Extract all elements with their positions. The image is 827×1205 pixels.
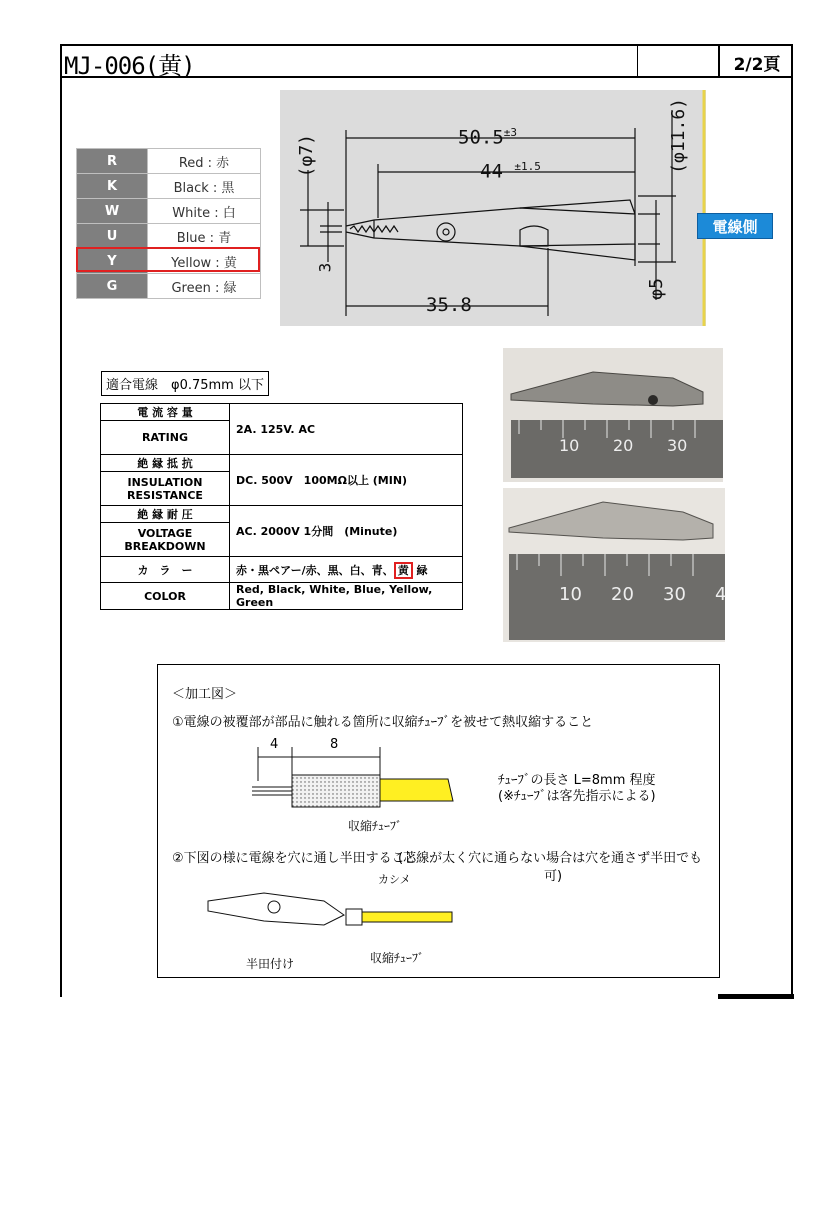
ruler-tick: 20: [611, 584, 634, 605]
tube-drawing: [248, 741, 458, 811]
tube-label-2: 収縮ﾁｭｰﾌﾞ: [370, 951, 425, 965]
color-values-end: 緑: [416, 563, 428, 577]
color-name: Blue : 青: [148, 224, 261, 249]
dim3-label: 3: [315, 262, 335, 273]
color-code: R: [77, 149, 148, 174]
bottom-bar: [718, 994, 794, 999]
voltage-value: AC. 2000V 1分間 (Minute): [230, 506, 463, 557]
insulation-en1: INSULATION: [127, 475, 203, 489]
solder-label: 半田付け: [246, 957, 295, 971]
length-mid: 44: [480, 160, 503, 183]
process-step2: ②下図の様に電線を穴に通し半田すること: [172, 851, 418, 866]
color-code: W: [77, 199, 148, 224]
phi11-label: (φ11.6): [668, 98, 689, 174]
table-row: [101, 506, 463, 523]
voltage-jp: 絶 縁 耐 圧: [101, 506, 230, 523]
ruler-tick: 10: [559, 584, 582, 605]
process-step2-note2: 可): [544, 869, 563, 884]
spec-table: [100, 403, 463, 610]
process-title: ＜加工図＞: [172, 687, 238, 702]
color-code-table: [76, 148, 261, 299]
tube-label: 収縮ﾁｭｰﾌﾞ: [348, 819, 403, 833]
color-code: Y: [77, 249, 148, 274]
length-mid-tolerance: ±1.5: [514, 160, 541, 173]
color-name: Yellow : 黄: [148, 249, 261, 274]
table-row: [101, 557, 463, 583]
yellow-highlight: [76, 247, 260, 272]
wire-side-label: 電線側: [697, 213, 773, 239]
ruler-tick: 10: [559, 436, 580, 455]
page-title: MJ-006(黄): [64, 52, 195, 80]
table-row: [77, 174, 261, 199]
page-number: 2/2頁: [733, 55, 781, 75]
yellow-highlight-cell: 黄: [394, 562, 413, 579]
voltage-en1: VOLTAGE: [137, 526, 193, 540]
length-total-tolerance: ±3: [503, 126, 518, 139]
table-row: [77, 274, 261, 299]
color-name: White : 白: [148, 199, 261, 224]
processing-box: [157, 664, 720, 978]
insulation-value: DC. 500V 100MΩ以上 (MIN): [230, 455, 463, 506]
applicable-wire: 適合電線 φ0.75mm 以下: [101, 371, 269, 396]
ruler-tick: 30: [667, 436, 688, 455]
tube-note-2: (※ﾁｭｰﾌﾞは客先指示による): [498, 789, 656, 804]
tube-note-1: ﾁｭｰﾌﾞの長さ L=8mm 程度: [498, 773, 656, 788]
ruler-tick: 4: [715, 584, 727, 605]
ruler-tick: 20: [613, 436, 634, 455]
current-jp: 電 流 容 量: [101, 404, 230, 421]
color-code: K: [77, 174, 148, 199]
current-value: 2A. 125V. AC: [230, 404, 463, 455]
color-code: U: [77, 224, 148, 249]
process-step2-note1: (芯線が太く穴に通らない場合は穴を通さず半田でも: [398, 851, 703, 866]
product-photo-1: [503, 348, 723, 482]
kashime-label: カシメ: [378, 873, 411, 886]
dim-8: 8: [330, 737, 339, 752]
header-divider: [718, 44, 720, 78]
table-row: [101, 583, 463, 610]
color-values: 赤・黒ペアー/赤、黒、白、青、: [236, 563, 394, 577]
color-en-values: Red, Black, White, Blue, Yellow, Green: [230, 583, 463, 610]
color-name: Red : 赤: [148, 149, 261, 174]
table-row: [77, 224, 261, 249]
color-name: Black : 黒: [148, 174, 261, 199]
ruler-tick: 30: [663, 584, 686, 605]
process-step1: ①電線の被覆部が部品に触れる箇所に収縮ﾁｭｰﾌﾞを被せて熱収縮すること: [172, 715, 594, 730]
color-en: COLOR: [101, 583, 230, 610]
dim-4: 4: [270, 737, 279, 752]
length-total: 50.5: [458, 126, 504, 149]
current-en: RATING: [101, 421, 230, 455]
table-row: [101, 404, 463, 421]
insulation-en2: RESISTANCE: [127, 488, 203, 502]
length-jaw: 35.8: [426, 294, 472, 316]
table-row: [101, 455, 463, 472]
table-row: [77, 199, 261, 224]
dimension-diagram: [280, 90, 706, 326]
solder-drawing: [204, 885, 454, 945]
table-row: [77, 149, 261, 174]
header-divider: [637, 44, 638, 78]
voltage-en2: BREAKDOWN: [124, 539, 206, 553]
color-name: Green : 緑: [148, 274, 261, 299]
color-jp: カ ラ ー: [101, 557, 230, 583]
product-photo-2: [503, 488, 725, 642]
phi7-label: (φ7): [296, 134, 317, 178]
phi5-label: φ5: [646, 278, 667, 300]
color-code: G: [77, 274, 148, 299]
insulation-jp: 絶 縁 抵 抗: [101, 455, 230, 472]
